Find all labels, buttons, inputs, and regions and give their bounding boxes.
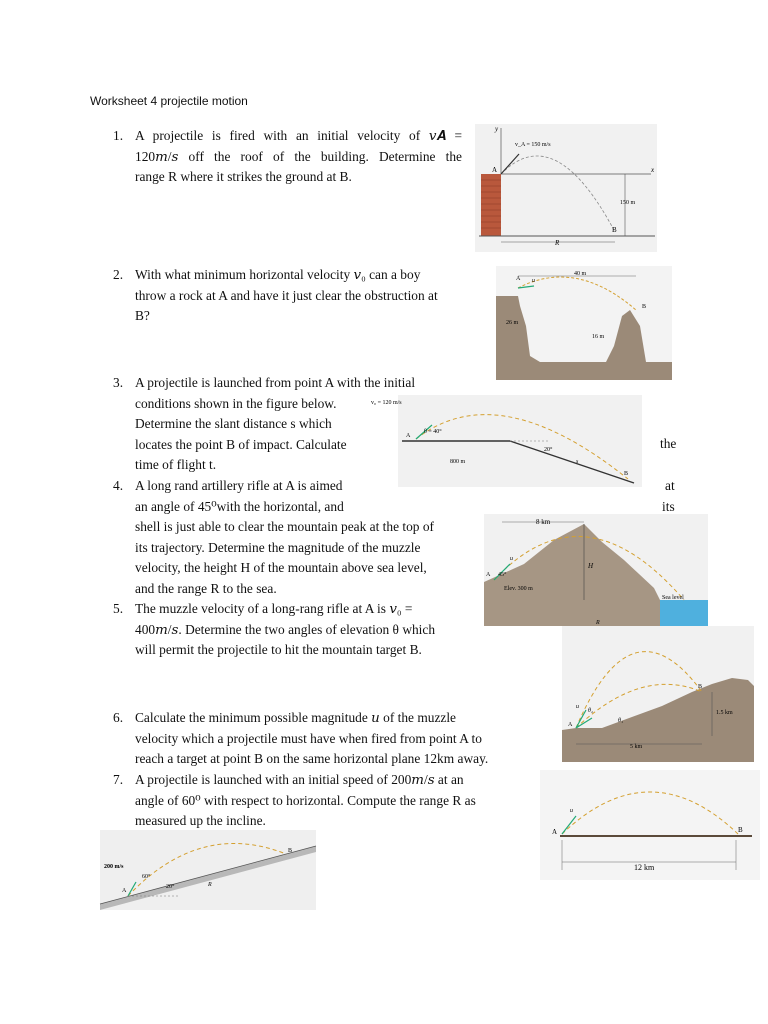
fig2-u: u — [532, 278, 535, 284]
fig1-point-b: B — [612, 226, 617, 234]
fig7-angle-60: 60° — [142, 874, 151, 880]
fig4-height: H — [588, 562, 594, 570]
figure-mountain-sea — [484, 514, 708, 626]
question-number: 7. — [113, 772, 124, 787]
figure-incline-range — [100, 830, 316, 910]
sea — [660, 600, 708, 626]
question-line: time of flight t. — [135, 457, 217, 472]
question-line: range R where it strikes the ground at B. — [135, 169, 352, 184]
question-1 — [113, 126, 462, 188]
fig1-velocity: v_A = 150 m/s — [515, 142, 551, 148]
fig1-point-a: A — [492, 166, 498, 174]
question-line: an angle of 45⁰with the horizontal, and — [135, 498, 344, 514]
question-line: B? — [135, 308, 150, 323]
fig2-height-16: 16 m — [592, 334, 605, 340]
question-6 — [113, 708, 545, 770]
fig2-point-b: B — [642, 304, 647, 310]
fig4-range: R — [596, 620, 600, 626]
question-4-tail-1: at — [665, 478, 675, 493]
question-line: velocity which a projectile must have when fired from point A to — [135, 730, 482, 746]
figure-obstruction — [496, 266, 672, 380]
question-5 — [113, 599, 480, 661]
fig2-height-26: 26 m — [506, 320, 519, 326]
question-line: angle of 60⁰ with respect to horizontal. Compute the range R as — [135, 792, 476, 808]
question-line: With what minimum horizontal velocity 𝑣₀ can a boy — [135, 267, 421, 282]
fig2-distance: 40 m — [574, 271, 587, 277]
question-4 — [113, 476, 480, 599]
question-line: measured up the incline. — [135, 813, 266, 828]
fig7-range: R — [208, 882, 212, 888]
fig3-incline-angle: 20° — [544, 447, 553, 453]
fig2-point-a: A — [516, 276, 521, 282]
brick-building — [481, 174, 501, 236]
fig5-point-b: B — [698, 684, 703, 690]
fig4-distance: 8 km — [536, 518, 551, 526]
fig3-angle: θ = 40° — [424, 429, 442, 435]
question-number: 2. — [113, 267, 124, 282]
fig5-distance: 5 km — [630, 744, 643, 750]
question-line: conditions shown in the figure below. — [135, 395, 337, 411]
question-7 — [113, 770, 535, 832]
question-line: and the range R to the sea. — [135, 580, 277, 596]
fig6-point-b: B — [738, 826, 743, 834]
question-number: 4. — [113, 478, 124, 493]
fig6-distance: 12 km — [634, 863, 655, 872]
fig3-distance: 800 m — [450, 459, 466, 465]
fig7-point-b: B — [288, 848, 293, 854]
figure-building — [475, 124, 657, 252]
question-line: 400𝑚/𝑠. Determine the two angles of elevation θ which — [135, 621, 436, 637]
fig4-angle: 45° — [498, 572, 507, 578]
fig5-theta-2: θ₂ — [588, 708, 594, 714]
question-number: 6. — [113, 710, 124, 725]
fig4-u: u — [510, 556, 513, 562]
fig5-point-a: A — [568, 722, 573, 728]
fig5-u: u — [576, 704, 579, 710]
fig4-elevation: Elev. 300 m — [504, 586, 533, 592]
question-number: 1. — [113, 128, 124, 143]
question-line: locates the point B of impact. Calculate — [135, 436, 347, 452]
fig4-sea-level: Sea level — [662, 595, 684, 601]
fig6-u: u — [570, 808, 573, 814]
question-3-tail: the — [660, 436, 677, 451]
figure-incline-impact — [371, 395, 642, 487]
fig1-range: R — [555, 239, 560, 247]
figure-horizontal-range — [540, 770, 760, 880]
question-line: reach a target at point B on the same horizontal plane 12km away. — [135, 751, 489, 766]
question-line: Calculate the minimum possible magnitude 𝑢 of the muzzle — [135, 710, 456, 725]
question-4-tail-2: its — [662, 499, 675, 514]
question-line: A projectile is fired with an initial velocity of 𝑣𝑨 = — [135, 128, 462, 143]
fig7-angle-20: 20° — [166, 884, 175, 890]
figure-mountain-target — [562, 626, 754, 762]
question-line: The muzzle velocity of a long-rang rifle at A is 𝑣₀ = — [135, 601, 413, 616]
question-line: its trajectory. Determine the magnitude of the muzzle — [135, 539, 421, 555]
question-line: will permit the projectile to hit the mountain target B. — [135, 642, 422, 657]
fig3-point-b: B — [624, 471, 629, 477]
fig1-height: 150 m — [620, 200, 636, 206]
question-line: 120𝑚/𝑠 off the roof of the building. Determine the — [135, 148, 462, 164]
fig3-slant: s — [576, 459, 579, 465]
fig7-velocity: 200 m/s — [104, 864, 124, 870]
question-line: A projectile is launched from point A with the initial — [135, 375, 416, 390]
fig7-point-a: A — [122, 888, 127, 894]
question-line: Determine the slant distance s which — [135, 416, 332, 431]
fig5-height: 1.5 km — [716, 710, 733, 716]
fig6-point-a: A — [552, 828, 558, 836]
question-line: throw a rock at A and have it just clear the obstruction at — [135, 287, 438, 303]
question-number: 3. — [113, 375, 124, 390]
question-2 — [113, 265, 485, 327]
fig5-theta-1: θ₁ — [618, 718, 624, 724]
fig1-x-label: x — [651, 166, 655, 174]
fig3-velocity: v₀ = 120 m/s — [371, 400, 402, 406]
question-line: A projectile is launched with an initial speed of 200𝑚/𝑠 at an — [135, 772, 464, 787]
question-line: shell is just able to clear the mountain peak at the top of — [135, 519, 434, 534]
fig3-point-a: A — [406, 433, 411, 439]
question-line: A long rand artillery rifle at A is aimed — [135, 478, 343, 493]
question-line: velocity, the height H of the mountain above sea level, — [135, 560, 427, 575]
fig1-y-label: y — [495, 125, 499, 133]
worksheet-title: Worksheet 4 projectile motion — [90, 94, 248, 108]
fig4-point-a: A — [486, 572, 491, 578]
question-number: 5. — [113, 601, 124, 616]
